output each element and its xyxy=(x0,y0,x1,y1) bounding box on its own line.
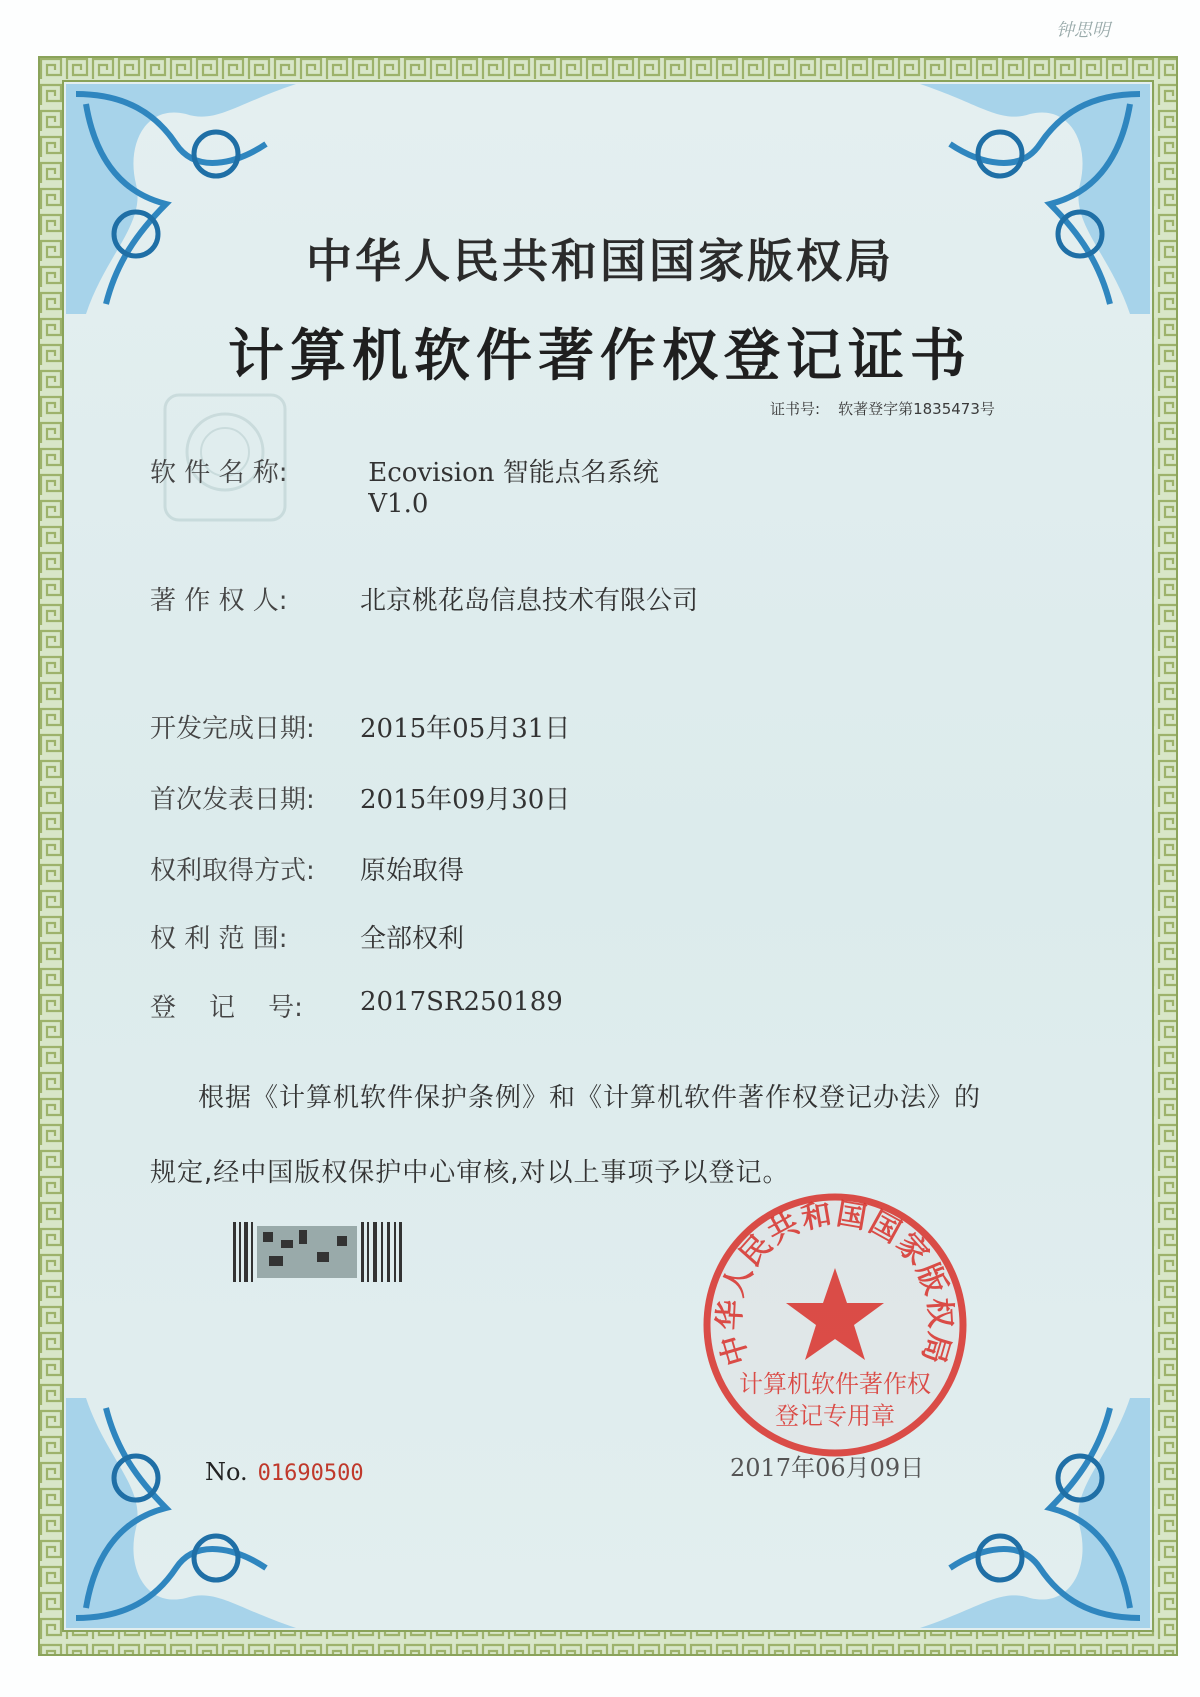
field-registration-number xyxy=(150,987,563,1024)
software-version-value: V1.0 xyxy=(368,489,429,519)
serial-prefix: No. xyxy=(205,1458,248,1486)
corner-ornament-bottom-left xyxy=(66,1398,296,1628)
field-label: 开发完成日期: xyxy=(150,714,315,744)
serial-number-value: 01690500 xyxy=(257,1461,364,1486)
field-value: 北京桃花岛信息技术有限公司 xyxy=(360,586,699,616)
field-copyright-owner xyxy=(150,580,698,617)
issue-date: 2017年06月09日 xyxy=(730,1454,925,1482)
software-name-value: Ecovision 智能点名系统 xyxy=(368,458,659,488)
statement-line-2: 规定,经中国版权保护中心审核,对以上事项予以登记。 xyxy=(150,1158,790,1188)
svg-text:中华人民共和国国家版权局: 中华人民共和国国家版权局 xyxy=(712,1196,958,1370)
certificate-number-label: 证书号: xyxy=(770,400,821,418)
field-publication-date xyxy=(150,779,570,816)
certificate-number-value: 软著登字第1835473号 xyxy=(838,400,995,418)
handwritten-note: 钟思明 xyxy=(1056,20,1110,41)
field-label: 权利取得方式: xyxy=(150,856,315,886)
field-value: 全部权利 xyxy=(360,924,465,954)
field-label: 登 记 号: xyxy=(150,993,303,1023)
field-value: 原始取得 xyxy=(360,856,465,886)
official-seal xyxy=(700,1190,970,1460)
field-label: 权 利 范 围: xyxy=(150,924,288,954)
statement-line-1: 根据《计算机软件保护条例》和《计算机软件著作权登记办法》的 xyxy=(198,1083,982,1113)
barcode xyxy=(233,1222,403,1282)
field-value xyxy=(368,452,659,519)
field-value: 2015年09月30日 xyxy=(360,785,571,815)
field-label: 软 件 名 称: xyxy=(150,458,288,488)
issuer-title: 中华人民共和国国家版权局 xyxy=(306,234,894,288)
serial-number xyxy=(205,1458,364,1486)
svg-text:计算机软件著作权: 计算机软件著作权 xyxy=(739,1370,931,1398)
field-rights-scope xyxy=(150,918,464,955)
field-completion-date xyxy=(150,708,570,745)
field-software-name xyxy=(150,452,659,519)
svg-text:登记专用章: 登记专用章 xyxy=(775,1402,895,1430)
field-label: 著 作 权 人: xyxy=(150,586,288,616)
field-label: 首次发表日期: xyxy=(150,785,315,815)
certificate-number xyxy=(770,398,995,419)
field-value: 2017SR250189 xyxy=(360,987,563,1017)
field-value: 2015年05月31日 xyxy=(360,714,571,744)
certificate-title: 计算机软件著作权登记证书 xyxy=(228,324,972,389)
field-acquisition-method xyxy=(150,850,464,887)
